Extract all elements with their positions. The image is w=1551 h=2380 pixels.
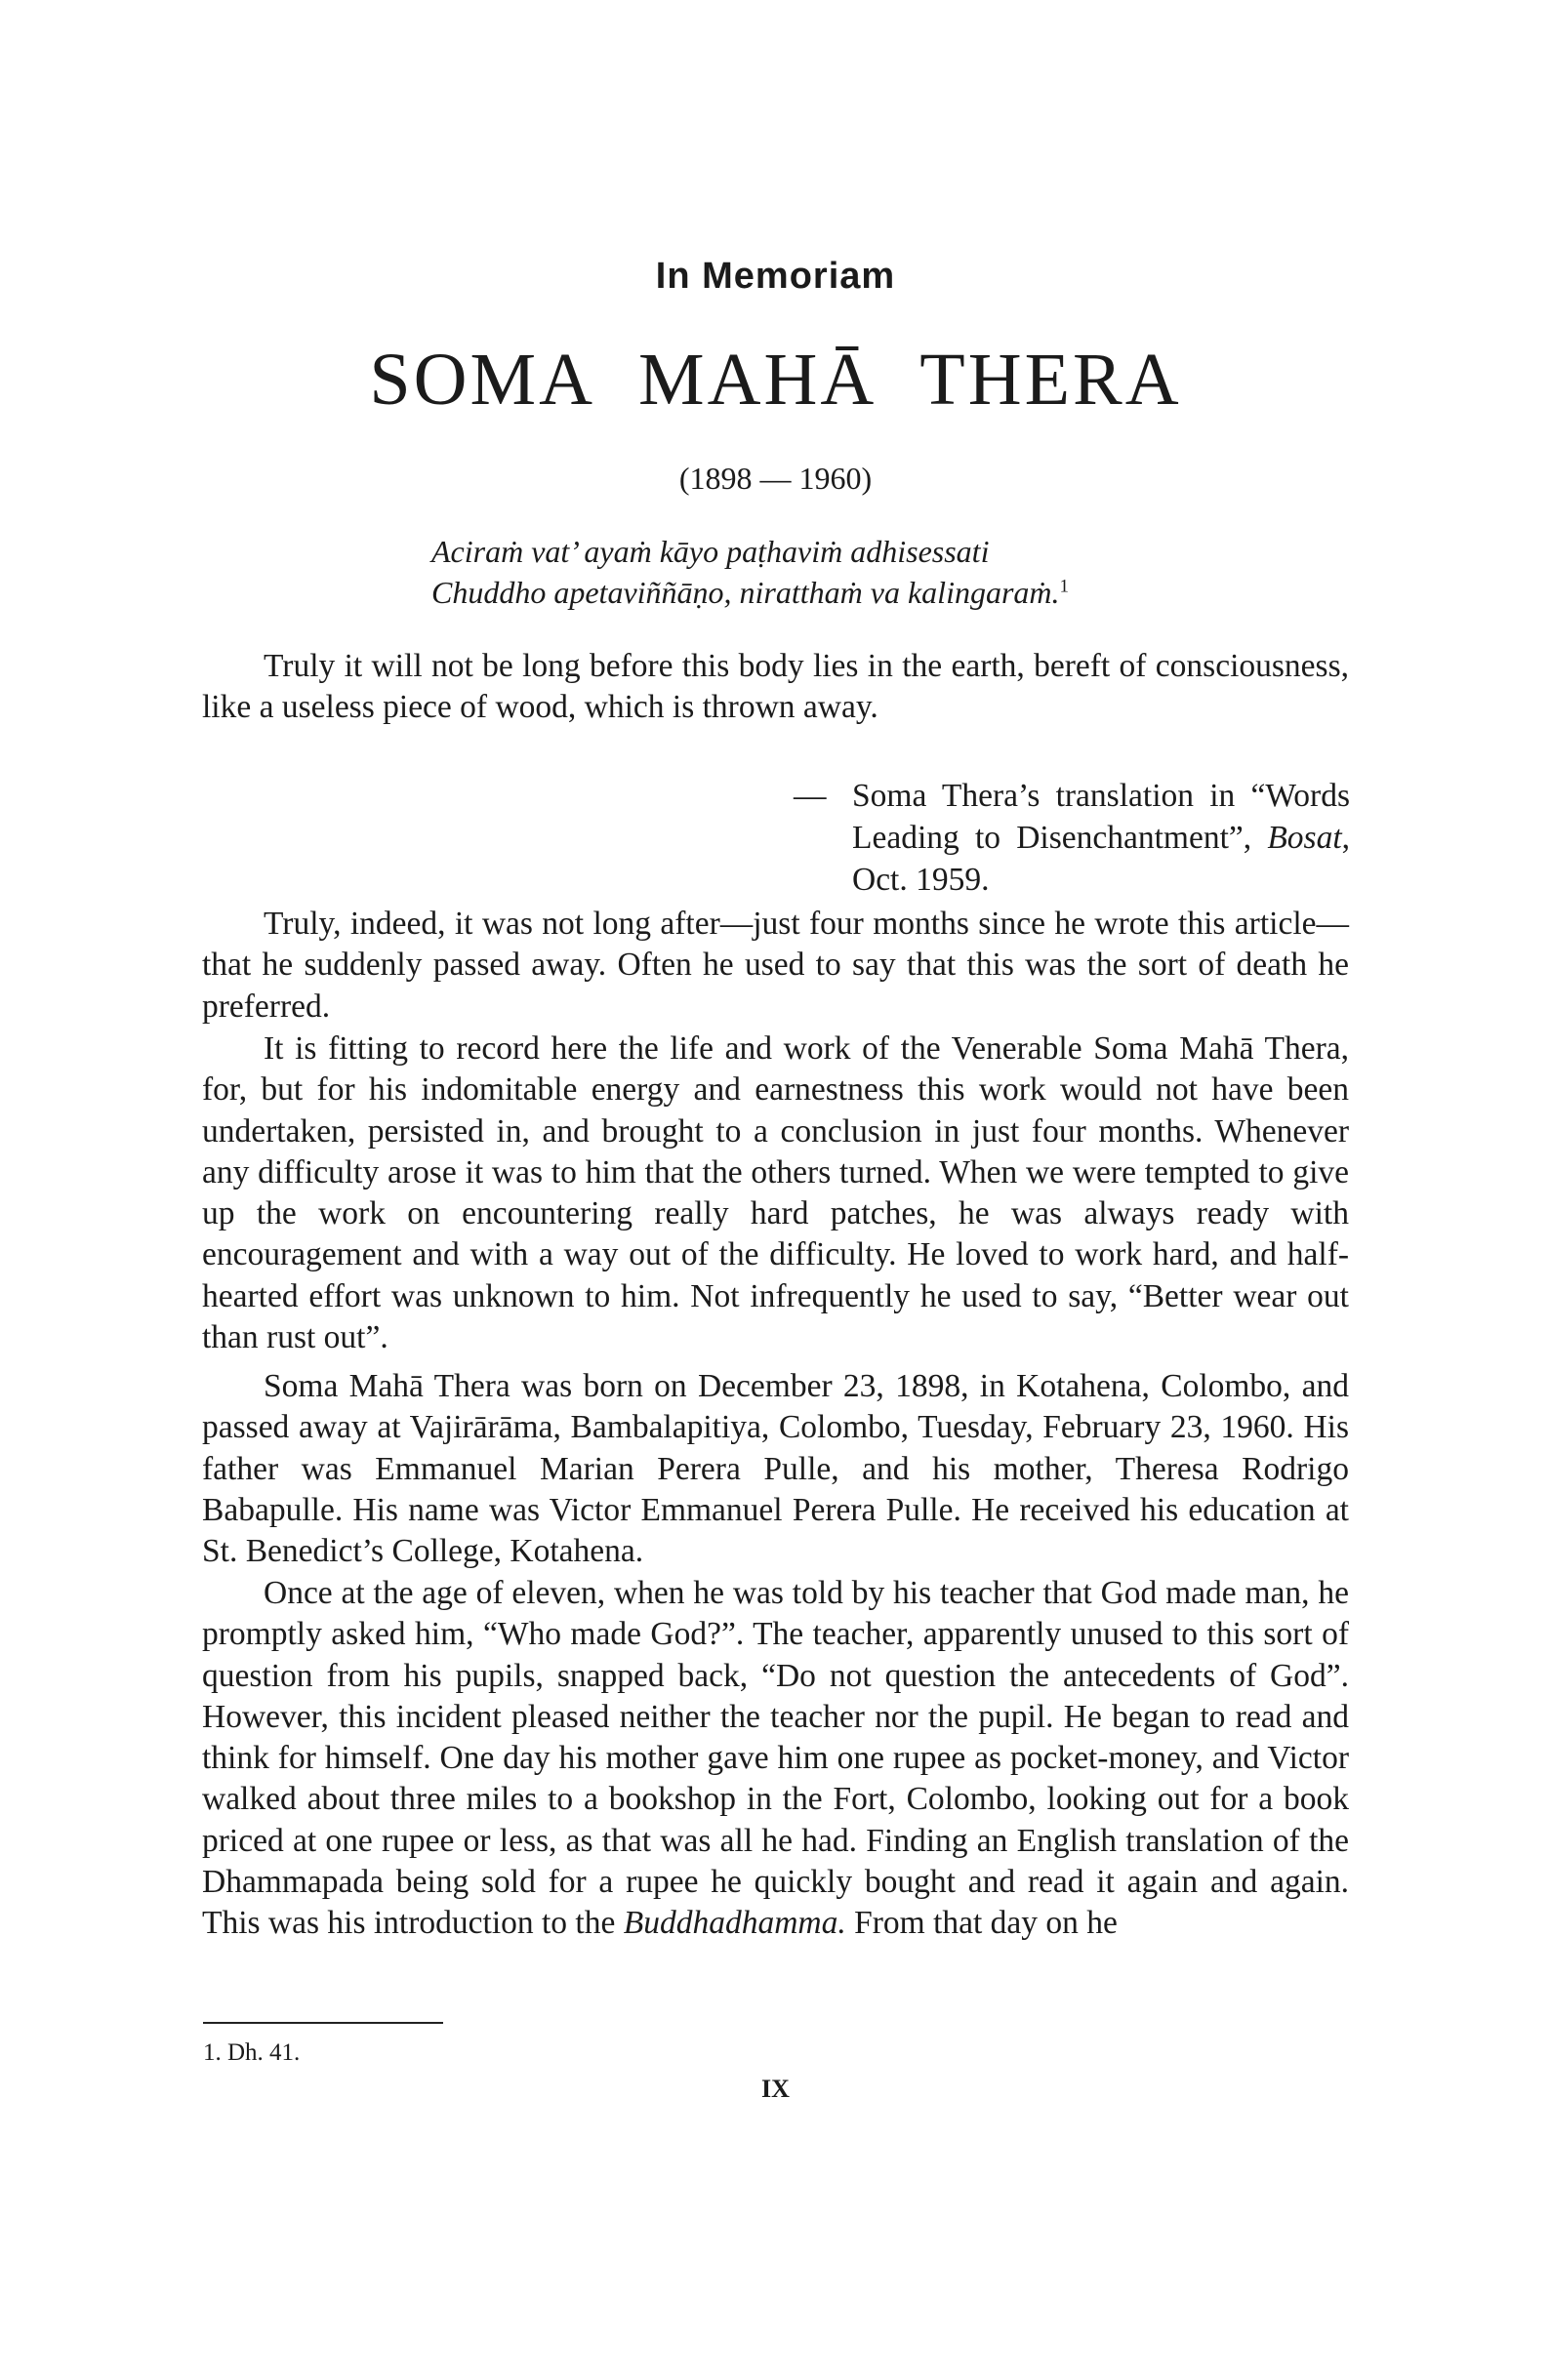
attribution-text xyxy=(852,775,1350,901)
title-word-maha: MAHĀ xyxy=(638,339,878,421)
verse-line-2-text: Chuddho apetaviññāṇo, niratthaṁ va kalingaraṁ. xyxy=(431,575,1060,610)
paragraph-3: Soma Mahā Thera was born on December 23, 1898, in Kotahena, Colombo, and passed away at Vajirārāma, Bambalapitiya, Colombo, Tuesday, February 23, 1960. His father was Emmanuel Marian Perera Pulle, and his mother, Theresa Rodrigo Babapulle. His name was Victor Emmanuel Perera Pulle. He received his education at St. Benedict’s College, Kotahena. xyxy=(202,1368,1349,1570)
footnote-divider xyxy=(203,2022,443,2024)
verse-line-2 xyxy=(431,572,1069,613)
paragraph-4-end: From that day on he xyxy=(845,1905,1118,1942)
page-title xyxy=(0,338,1551,423)
title-word-thera: THERA xyxy=(919,339,1182,421)
pali-verse xyxy=(431,531,1069,613)
paragraph-4 xyxy=(202,1573,1349,1945)
footnote-reference: 1 xyxy=(1059,576,1070,597)
page-number: IX xyxy=(761,2075,790,2103)
verse-line-1: Aciraṁ vat’ ayaṁ kāyo paṭhaviṁ adhisessati xyxy=(431,534,990,569)
title-word-soma: SOMA xyxy=(369,339,596,421)
attribution-prefix: Soma Thera’s translation in “Words Leading to Disenchantment”, xyxy=(852,778,1350,856)
paragraph-1: Truly, indeed, it was not long after—just four months since he wrote this article—that he suddenly passed away. Often he used to say that this was the sort of death he preferred. xyxy=(202,906,1349,1025)
attribution-publication: Bosat xyxy=(1267,820,1342,856)
in-memoriam-heading: In Memoriam xyxy=(655,256,896,297)
verse-translation: Truly it will not be long before this body lies in the earth, bereft of consciousness, like a useless piece of wood, which is thrown away. xyxy=(202,648,1349,726)
attribution-date: , Oct. 1959. xyxy=(852,820,1350,898)
paragraph-4-italic: Buddhadhamma. xyxy=(623,1905,846,1942)
footnote: 1. Dh. 41. xyxy=(203,2039,301,2066)
attribution-dash: — xyxy=(794,778,827,814)
paragraph-4-start: Once at the age of eleven, when he was told by his teacher that God made man, he promptly asked him, “Who made God?”. The teacher, apparently unused to this sort of question from his pupils, snapped back, “Do not question the antecedents of God”. However, this incident pleased neither the teacher nor the pupil. He began to read and think for himself. One day his mother gave him one rupee as pocket-money, and Victor walked about three miles to a bookshop in the Fort, Colombo, looking out for a book priced at one rupee or less, as that was all he had. Finding an English translation of the Dhammapada being sold for a rupee he quickly bought and read it again and again. This was his introduction to the xyxy=(202,1575,1349,1942)
life-years: (1898 — 1960) xyxy=(678,461,873,496)
paragraph-2: It is fitting to record here the life and work of the Venerable Soma Mahā Thera, for, but for his indomitable energy and earnestness this work would not have been undertaken, persisted in, and brought to a conclusion in just four months. Whenever any difficulty arose it was to him that the others turned. When we were tempted to give up the work on encountering really hard patches, he was always ready with encouragement and with a way out of the difficulty. He loved to work hard, and half-hearted effort was unknown to him. Not infrequently he used to say, “Better wear out than rust out”. xyxy=(202,1030,1349,1356)
